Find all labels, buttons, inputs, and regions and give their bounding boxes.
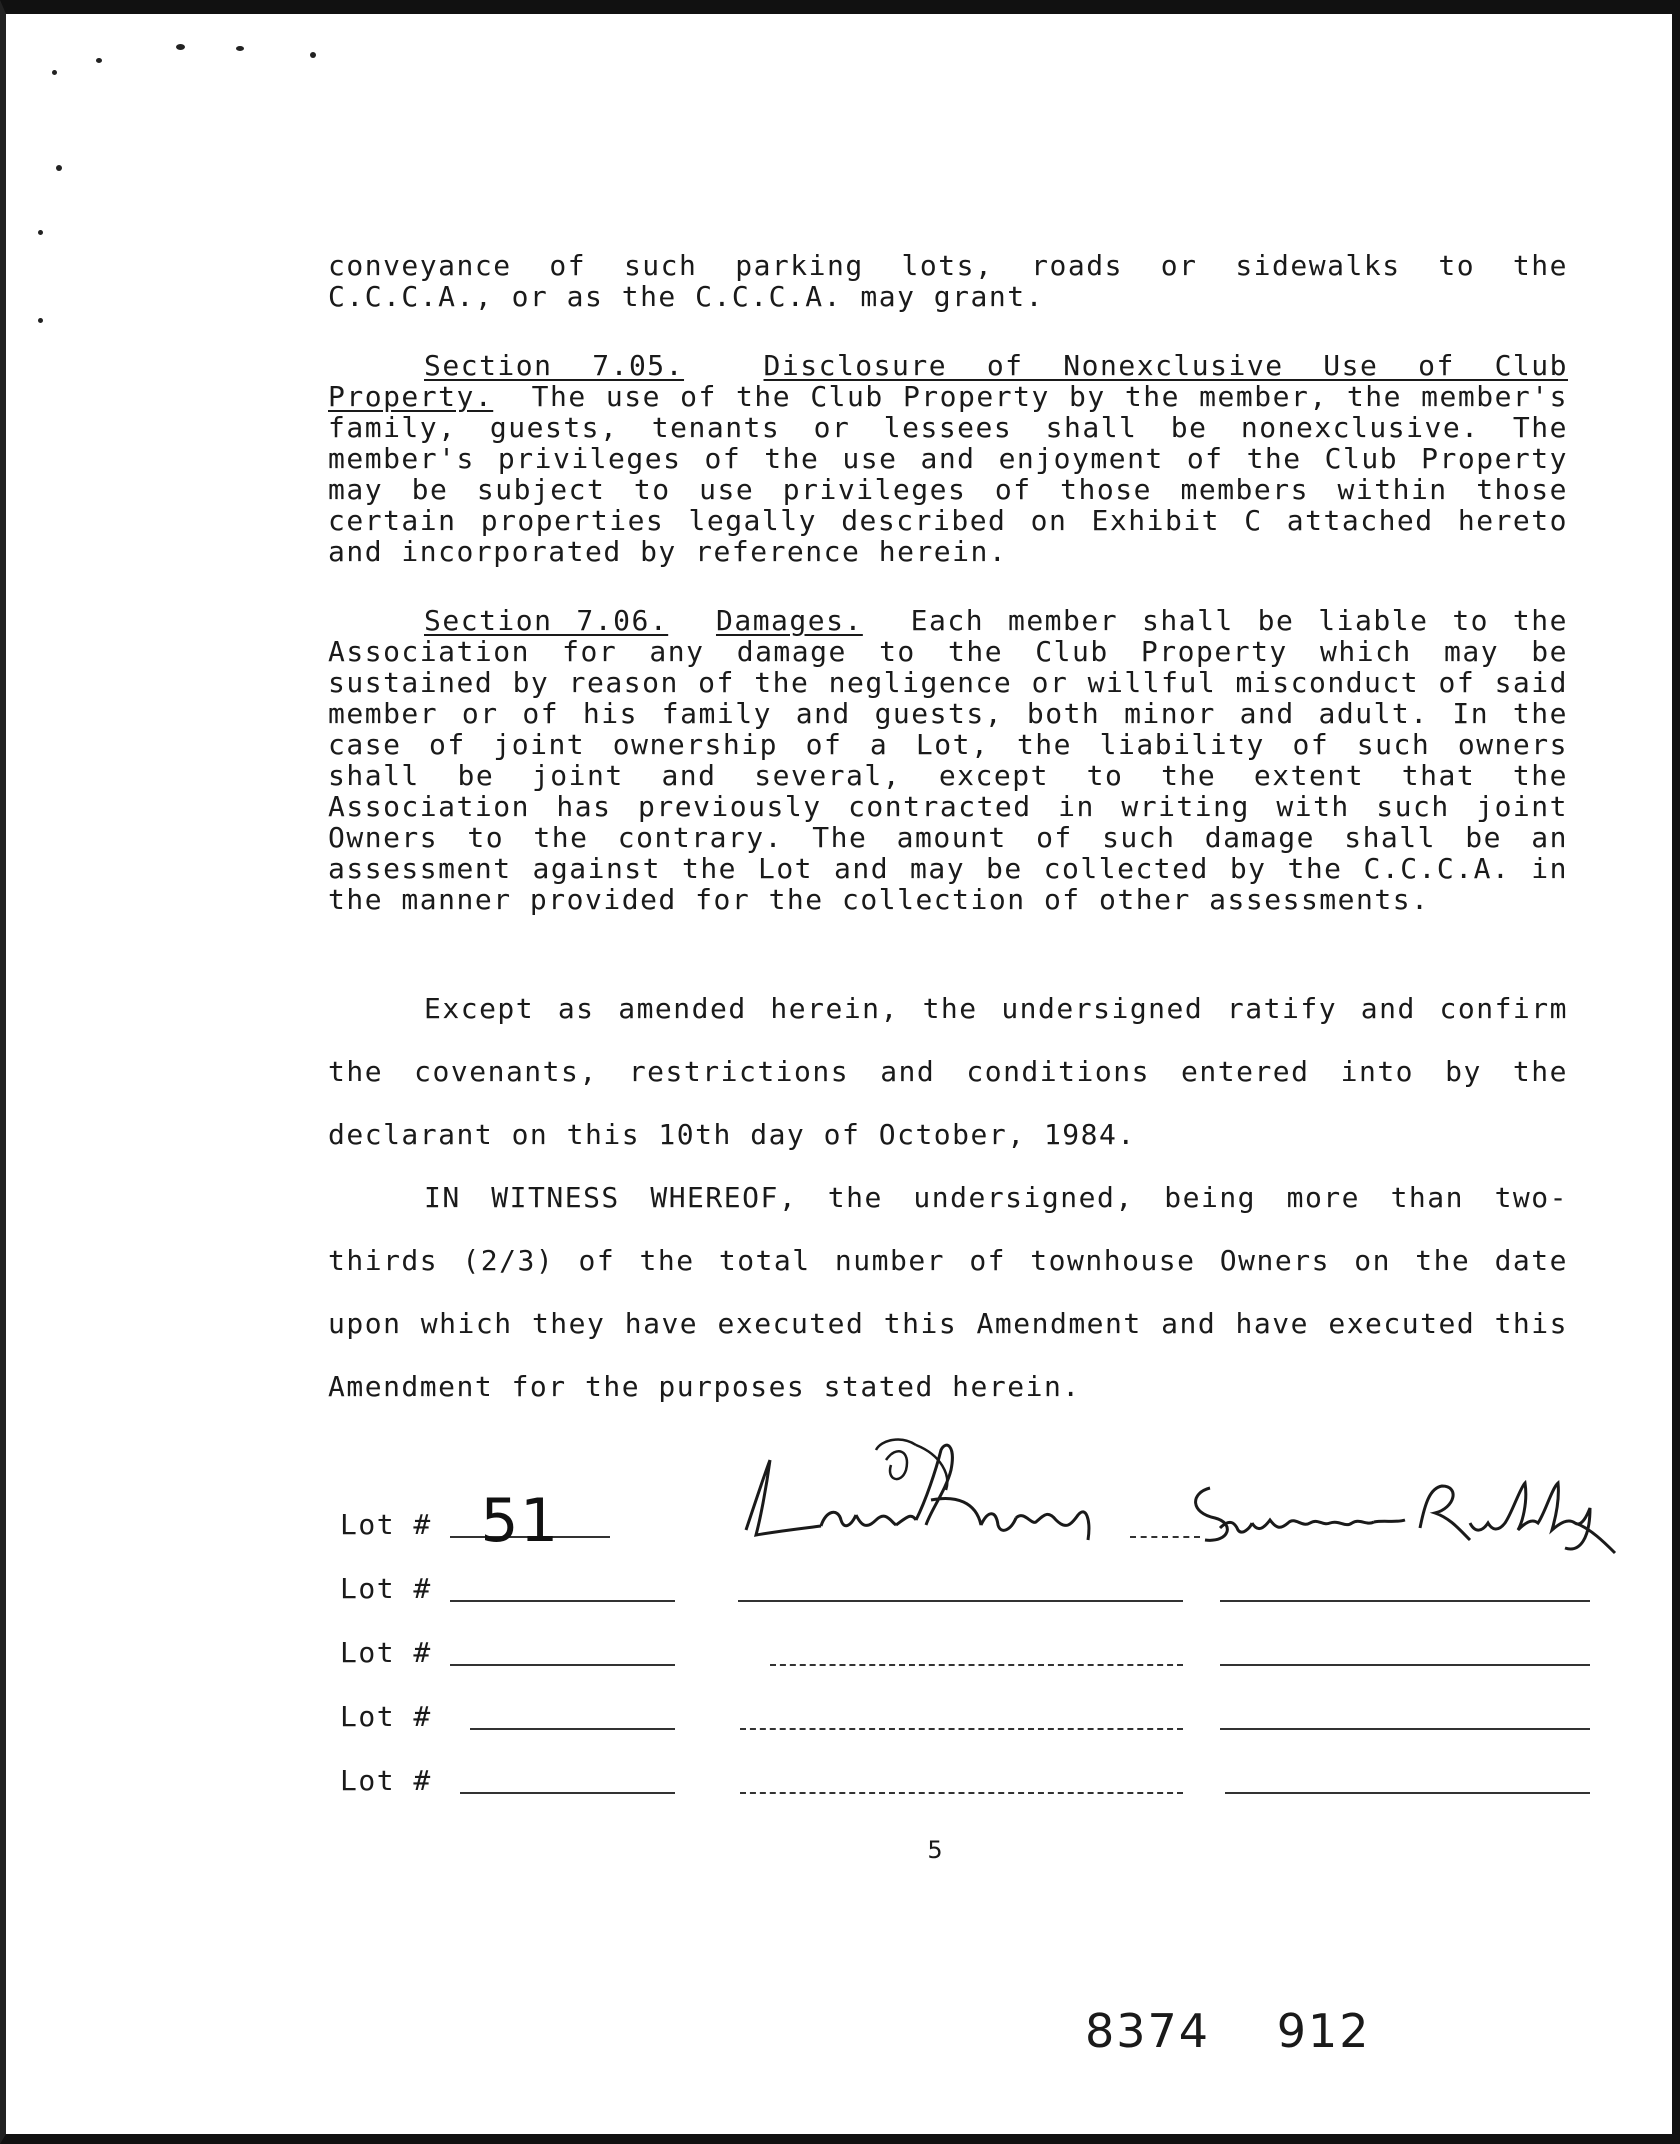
section-number: Section 7.05. [424,349,685,382]
section-number: Section 7.06. [424,604,669,637]
witness-paragraph: IN WITNESS WHEREOF, the undersigned, being more than two-thirds (2/3) of the total number of townhouse Owners on the date upon which they have executed this Amendment and have executed this Amendment for the purposes stated herein. [328,1181,1568,1403]
lot-number: 51 [480,1486,560,1556]
signature-line-1 [740,1728,1183,1730]
scan-speck [38,230,43,235]
signature-row [340,1618,1600,1682]
section-7-05 [328,350,1568,567]
lot-number-line [470,1728,675,1730]
signature-line-2 [1220,1664,1590,1666]
lot-label: Lot # [340,1508,432,1541]
lot-label: Lot # [340,1700,432,1733]
signature-line-1 [770,1664,1183,1666]
lot-label: Lot # [340,1764,432,1797]
signature-block [340,1486,1600,1810]
scan-speck [236,46,244,51]
lot-label: Lot # [340,1636,432,1669]
scan-speck [176,44,185,50]
scan-speck [96,58,102,63]
signature-larry-ruddy [726,1430,1126,1550]
scan-speck [52,70,57,75]
lot-number-line [460,1792,675,1794]
document-body [328,250,1568,1418]
signature-row [340,1486,1600,1556]
signature-line-1 [738,1600,1183,1602]
page-number: 5 [927,1836,943,1864]
signature-line-2 [1225,1792,1590,1794]
lot-label: Lot # [340,1572,432,1605]
section-heading: Disclosure of Nonexclusive Use of Club Property. [328,349,1568,413]
section-text: Each member shall be liable to the Association for any damage to the Club Property which may be sustained by reason of the negligence or willful misconduct of said member or of his family and guests, both minor and adult. In the case of joint ownership of a Lot, the liability of such owners shall be joint and several, except to the extent that the Association has previously contracted in writing with such joint Owners to the contrary. The amount of such damage shall be an assessment against the Lot and may be collected by the C.C.C.A. in the manner provided for the collection of other assessments. [328,604,1569,916]
section-7-06 [328,605,1568,915]
lot-number-line [450,1664,675,1666]
document-code: 8374 912 [1085,2004,1371,2058]
signature-row [340,1746,1600,1810]
scan-speck [310,52,316,58]
ratify-paragraph: Except as amended herein, the undersigned ratify and confirm the covenants, restrictions and conditions entered into by the declarant on this 10th day of October, 1984. [328,992,1568,1151]
scan-speck [38,318,43,323]
section-text: The use of the Club Property by the member, the member's family, guests, tenants or lessees shall be nonexclusive. The member's privileges of the use and enjoyment of the Club Property may be subject to use privileges of those members within those certain properties legally described on Exhibit C attached hereto and incorporated by reference herein. [328,380,1568,568]
signature-row [340,1554,1600,1618]
signature-line-1 [740,1792,1183,1794]
signature-suzanne-ruddy [1180,1468,1620,1558]
lot-number-line [450,1600,675,1602]
continuation-paragraph: conveyance of such parking lots, roads or sidewalks to the C.C.C.A., or as the C.C.C.A. may grant. [328,249,1568,313]
signature-row [340,1682,1600,1746]
signature-line-2 [1220,1728,1590,1730]
scan-speck [56,165,62,171]
section-heading: Damages. [715,604,863,637]
signature-line-2 [1220,1600,1590,1602]
